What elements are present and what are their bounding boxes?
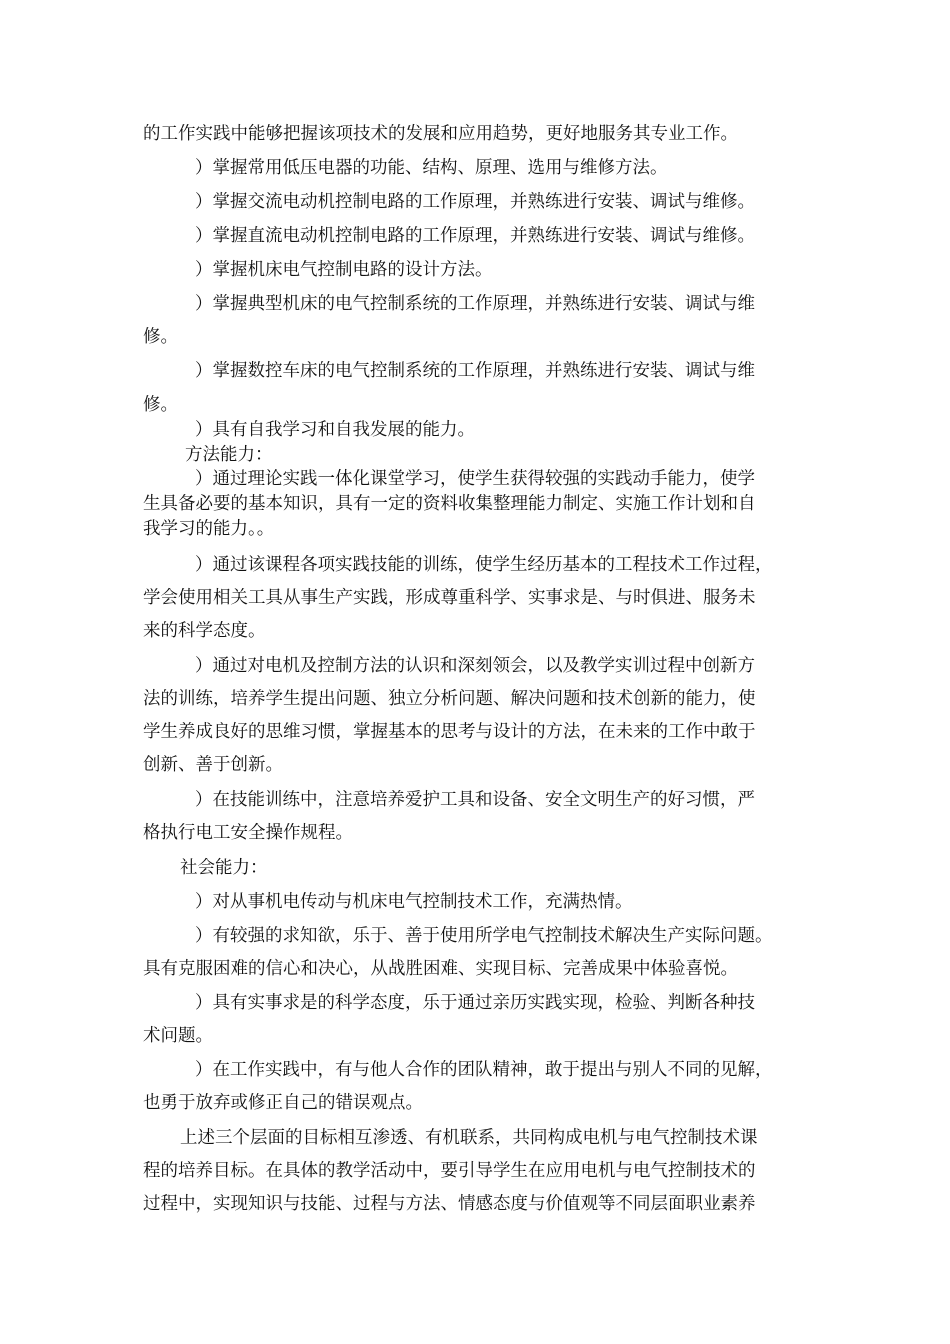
text-line: 格执行电工安全操作规程。 bbox=[143, 823, 353, 843]
text-line: ）掌握机床电气控制电路的设计方法。 bbox=[195, 260, 493, 280]
text-line: ）掌握交流电动机控制电路的工作原理，并熟练进行安装、调试与维修。 bbox=[195, 192, 755, 212]
text-line: 修。 bbox=[143, 395, 178, 415]
text-line: ）具有实事求是的科学态度，乐于通过亲历实践实现，检验、判断各种技 bbox=[195, 993, 755, 1013]
text-line: 也勇于放弃或修正自己的错误观点。 bbox=[143, 1093, 423, 1113]
text-line: 过程中，实现知识与技能、过程与方法、情感态度与价值观等不同层面职业素养 bbox=[143, 1194, 756, 1214]
text-line: ）掌握直流电动机控制电路的工作原理，并熟练进行安装、调试与维修。 bbox=[195, 226, 755, 246]
section-heading: 方法能力： bbox=[185, 445, 273, 465]
text-line: ）掌握常用低压电器的功能、结构、原理、选用与维修方法。 bbox=[195, 158, 668, 178]
text-line: 的工作实践中能够把握该项技术的发展和应用趋势，更好地服务其专业工作。 bbox=[143, 124, 738, 144]
text-line: 学会使用相关工具从事生产实践，形成尊重科学、实事求是、与时俱进、服务未 bbox=[143, 588, 756, 608]
text-line: 创新、善于创新。 bbox=[143, 755, 283, 775]
text-line: 法的训练，培养学生提出问题、独立分析问题、解决问题和技术创新的能力，使 bbox=[143, 689, 756, 709]
text-line: 术问题。 bbox=[143, 1026, 213, 1046]
text-line: 程的培养目标。在具体的教学活动中，要引导学生在应用电机与电气控制技术的 bbox=[143, 1161, 756, 1181]
text-line: ）具有自我学习和自我发展的能力。 bbox=[195, 420, 475, 440]
text-line: 学生养成良好的思维习惯，掌握基本的思考与设计的方法，在未来的工作中敢于 bbox=[143, 722, 756, 742]
text-line: ）在工作实践中，有与他人合作的团队精神，敢于提出与别人不同的见解， bbox=[195, 1060, 773, 1080]
text-line: ）通过对电机及控制方法的认识和深刻领会，以及教学实训过程中创新方 bbox=[195, 656, 755, 676]
text-line: ）对从事机电传动与机床电气控制技术工作，充满热情。 bbox=[195, 892, 633, 912]
text-line: 修。 bbox=[143, 327, 178, 347]
text-line: 我学习的能力。。 bbox=[143, 519, 275, 539]
text-line: 生具备必要的基本知识，具有一定的资料收集整理能力制定、实施工作计划和自 bbox=[143, 494, 756, 514]
text-line: ）通过该课程各项实践技能的训练，使学生经历基本的工程技术工作过程， bbox=[195, 555, 773, 575]
text-line: 来的科学态度。 bbox=[143, 621, 266, 641]
text-line: ）在技能训练中，注意培养爱护工具和设备、安全文明生产的好习惯，严 bbox=[195, 790, 755, 810]
text-line: 具有克服困难的信心和决心，从战胜困难、实现目标、完善成果中体验喜悦。 bbox=[143, 959, 738, 979]
text-line: ）掌握数控车床的电气控制系统的工作原理，并熟练进行安装、调试与维 bbox=[195, 361, 755, 381]
section-heading: 社会能力： bbox=[180, 858, 268, 878]
text-line: 上述三个层面的目标相互渗透、有机联系，共同构成电机与电气控制技术课 bbox=[180, 1128, 758, 1148]
text-line: ）掌握典型机床的电气控制系统的工作原理，并熟练进行安装、调试与维 bbox=[195, 294, 755, 314]
text-line: ）通过理论实践一体化课堂学习，使学生获得较强的实践动手能力，使学 bbox=[195, 469, 755, 489]
text-line: ）有较强的求知欲，乐于、善于使用所学电气控制技术解决生产实际问题。 bbox=[195, 926, 773, 946]
